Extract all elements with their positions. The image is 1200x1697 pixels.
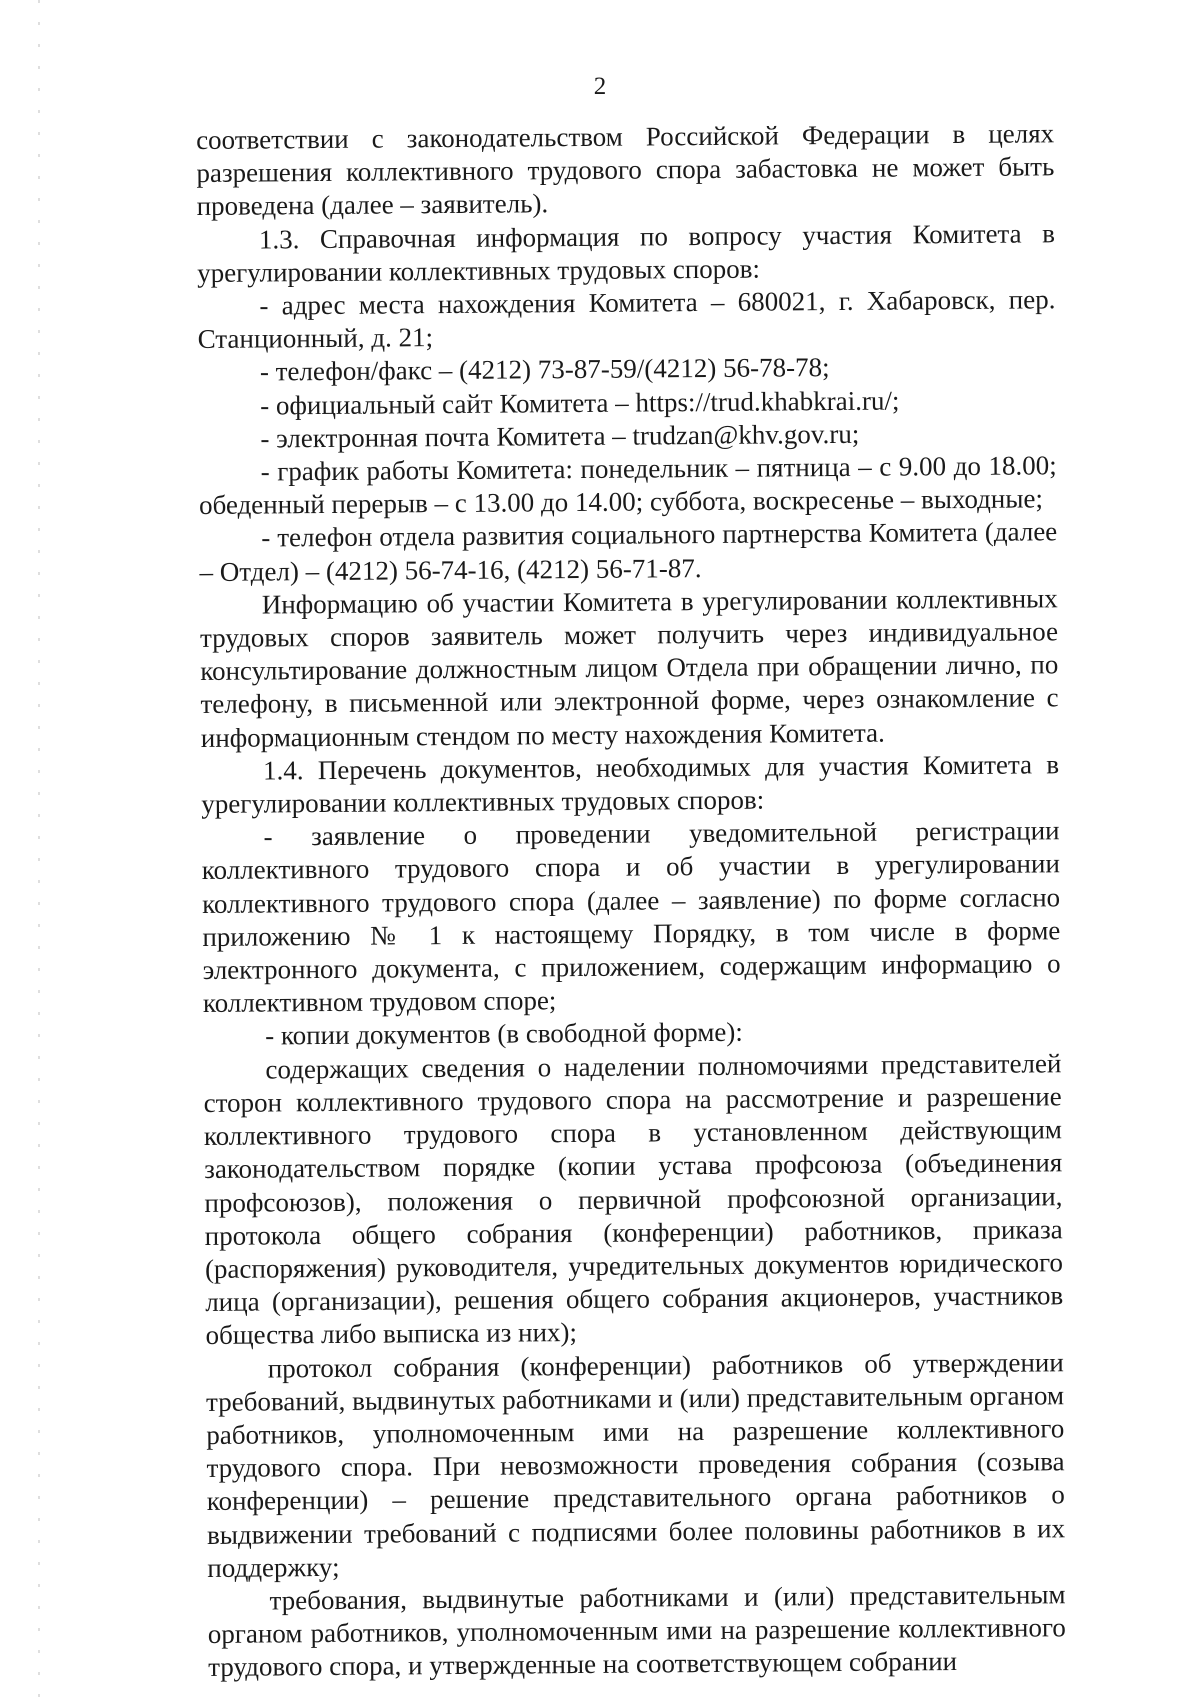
paragraph-demands: требования, выдвинутые работниками и (или) представительным органом работников, уполномоченным ими на разрешение коллективного трудового спора, и утвержденные на соответствующем собрании: [207, 1579, 1066, 1683]
paragraph-authority-documents: содержащих сведения о наделении полномочиями представителей сторон коллективного трудового спора на рассмотрение и разрешение коллективного трудового спора в установленном действующим законодательством порядке (копии устава профсоюза (объединения профсоюзов), положения о первичной профсоюзной организации, протокола общего собрания (конференции) работников, приказа (распоряжения) руководителя, учредительных документов юридического лица (организации), решения общего собрания акционеров, участников общества либо выписка из них);: [203, 1047, 1064, 1351]
paragraph-website: - официальный сайт Комитета – https://trud.khabkrai.ru/;: [260, 385, 900, 421]
paragraph-continuation: соответствии с законодательством Российской Федерации в целях разрешения коллективного трудового спора забастовка не может быть проведена (далее – заявитель).: [196, 118, 1055, 222]
paragraph-phone-fax: - телефон/факс – (4212) 73-87-59/(4212) 56-78-78;: [259, 352, 830, 387]
page-number: 2: [593, 73, 607, 100]
paragraph-consultation-info: Информацию об участии Комитета в урегулировании коллективных трудовых споров заявитель может получить через индивидуальное консультирование должностным лицом Отдела при обращении лично, по телефону, в письменной или электронной форме, через ознакомление с информационным стендом по месту нахождения Комитета.: [199, 583, 1059, 753]
paragraph-address: - адрес места нахождения Комитета – 680021, г. Хабаровск, пер. Станционный, д. 21;: [197, 284, 1056, 355]
paragraph-department-phone: - телефон отдела развития социального партнерства Комитета (далее – Отдел) – (4212) 56-74-16, (4212) 56-71-87.: [199, 516, 1058, 587]
paragraph-work-schedule: - график работы Комитета: понедельник – пятница – с 9.00 до 18.00; обеденный перерыв – с 13.00 до 14.00; суббота, воскресенье – выходные;: [198, 450, 1057, 521]
paragraph-email: - электронная почта Комитета – trudzan@khv.gov.ru;: [260, 418, 860, 454]
paragraph-section-1-4: 1.4. Перечень документов, необходимых для участия Комитета в урегулировании коллективных трудовых споров:: [201, 749, 1060, 820]
document-body: [196, 117, 1066, 1684]
paragraph-application: - заявление о проведении уведомительной регистрации коллективного трудового спора и об участии в урегулировании коллективного трудового спора (далее – заявление) по форме согласно приложению № 1 к настоящему Порядку, в том числе в форме электронного документа, с приложением, содержащим информацию о коллективном трудовом споре;: [201, 815, 1061, 1019]
scan-edge-marks: [38, 0, 40, 1697]
paragraph-section-1-3: 1.3. Справочная информация по вопросу участия Комитета в урегулировании коллективных трудовых споров:: [197, 217, 1055, 288]
paragraph-document-copies: - копии документов (в свободной форме):: [265, 1017, 743, 1051]
paragraph-meeting-protocol: протокол собрания (конференции) работников об утверждении требований, выдвинутых работниками и (или) представительным органом работников, уполномоченным ими на разрешение коллективного трудового спора. При невозможности проведения собрания (созыва конференции) – решение представительного органа работников о выдвижении требований с подписями более половины работников в их поддержку;: [205, 1346, 1066, 1583]
